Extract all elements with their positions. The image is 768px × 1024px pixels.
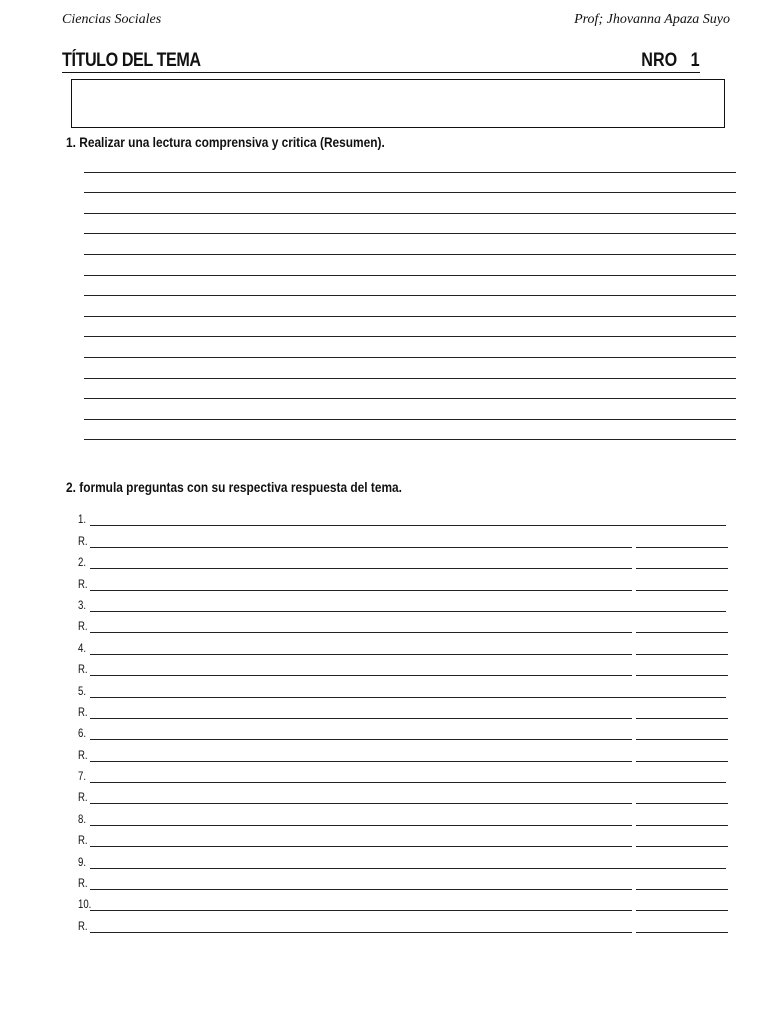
qa-answer-line-extension[interactable] <box>636 761 728 762</box>
qa-row-label: 10. <box>78 897 92 912</box>
qa-answer-line[interactable] <box>90 525 726 526</box>
writing-line[interactable] <box>84 399 736 420</box>
qa-row-label: 8. <box>78 811 87 826</box>
qa-answer-line-extension[interactable] <box>636 547 728 548</box>
writing-line[interactable] <box>84 337 736 358</box>
writing-line[interactable] <box>84 420 736 441</box>
qa-answer-line-extension[interactable] <box>636 654 728 655</box>
qa-answer-line[interactable] <box>90 675 632 676</box>
qa-answer-line[interactable] <box>90 932 632 933</box>
qa-row <box>78 571 728 592</box>
qa-row-label: 4. <box>78 640 87 655</box>
topic-title-label: TÍTULO DEL TEMA <box>62 50 201 71</box>
qa-answer-line-extension[interactable] <box>636 632 728 633</box>
qa-answer-line-extension[interactable] <box>636 846 728 847</box>
qa-row-label: 2. <box>78 555 87 570</box>
qa-answer-line-extension[interactable] <box>636 739 728 740</box>
qa-row-label: R. <box>78 747 88 762</box>
writing-line[interactable] <box>84 296 736 317</box>
qa-row-label: R. <box>78 918 88 933</box>
qa-row <box>78 742 728 763</box>
qa-row-label: 7. <box>78 769 87 784</box>
qa-answer-line-extension[interactable] <box>636 718 728 719</box>
writing-line[interactable] <box>84 234 736 255</box>
subject-header: Ciencias Sociales <box>62 12 162 27</box>
writing-line[interactable] <box>84 173 736 194</box>
qa-row <box>78 614 728 635</box>
section-2-heading: 2. formula preguntas con su respectiva respuesta del tema. <box>66 479 402 495</box>
qa-row-label: R. <box>78 533 88 548</box>
qa-answer-line[interactable] <box>90 825 632 826</box>
qa-answer-line[interactable] <box>90 889 632 890</box>
qa-answer-line[interactable] <box>90 590 632 591</box>
qa-row-label: R. <box>78 833 88 848</box>
qa-answer-line[interactable] <box>90 568 632 569</box>
qa-answer-line-extension[interactable] <box>636 825 728 826</box>
qa-row <box>78 871 728 892</box>
writing-line[interactable] <box>84 379 736 400</box>
qa-row-label: 6. <box>78 726 87 741</box>
qa-row-label: R. <box>78 662 88 677</box>
qa-row-label: 1. <box>78 512 87 527</box>
qa-answer-line[interactable] <box>90 761 632 762</box>
qa-answer-line-extension[interactable] <box>636 590 728 591</box>
question-answer-list[interactable] <box>78 507 728 935</box>
qa-row <box>78 806 728 827</box>
qa-answer-line-extension[interactable] <box>636 889 728 890</box>
qa-row <box>78 657 728 678</box>
qa-answer-line-extension[interactable] <box>636 568 728 569</box>
qa-answer-line[interactable] <box>90 632 632 633</box>
qa-answer-line-extension[interactable] <box>636 910 728 911</box>
qa-answer-line[interactable] <box>90 654 632 655</box>
qa-answer-line[interactable] <box>90 782 726 783</box>
qa-row <box>78 764 728 785</box>
topic-title-box[interactable] <box>71 79 725 128</box>
writing-line[interactable] <box>84 193 736 214</box>
writing-line[interactable] <box>84 317 736 338</box>
qa-answer-line-extension[interactable] <box>636 675 728 676</box>
qa-row <box>78 785 728 806</box>
qa-row <box>78 913 728 934</box>
teacher-header: Prof; Jhovanna Apaza Suyo <box>574 12 730 27</box>
qa-row <box>78 550 728 571</box>
qa-answer-line-extension[interactable] <box>636 803 728 804</box>
qa-answer-line[interactable] <box>90 697 726 698</box>
qa-answer-line[interactable] <box>90 910 632 911</box>
qa-row <box>78 892 728 913</box>
section-1-heading: 1. Realizar una lectura comprensiva y critica (Resumen). <box>66 134 385 150</box>
qa-answer-line[interactable] <box>90 868 726 869</box>
qa-row <box>78 849 728 870</box>
qa-row-label: R. <box>78 619 88 634</box>
qa-row <box>78 828 728 849</box>
qa-answer-line[interactable] <box>90 611 726 612</box>
qa-answer-line[interactable] <box>90 846 632 847</box>
qa-row-label: R. <box>78 790 88 805</box>
qa-row-label: R. <box>78 876 88 891</box>
qa-row-label: R. <box>78 704 88 719</box>
qa-row <box>78 678 728 699</box>
qa-row-label: 3. <box>78 597 87 612</box>
qa-answer-line-extension[interactable] <box>636 932 728 933</box>
qa-row-label: 5. <box>78 683 87 698</box>
qa-row-label: 9. <box>78 854 87 869</box>
qa-row <box>78 721 728 742</box>
writing-line[interactable] <box>84 276 736 297</box>
qa-answer-line[interactable] <box>90 803 632 804</box>
qa-answer-line[interactable] <box>90 718 632 719</box>
qa-row <box>78 700 728 721</box>
qa-row <box>78 507 728 528</box>
number-label: NRO 1 <box>641 50 700 71</box>
qa-answer-line[interactable] <box>90 547 632 548</box>
summary-writing-lines[interactable] <box>84 152 736 440</box>
qa-row <box>78 635 728 656</box>
writing-line[interactable] <box>84 255 736 276</box>
qa-row <box>78 528 728 549</box>
title-row <box>62 50 700 73</box>
writing-line[interactable] <box>84 358 736 379</box>
qa-row <box>78 593 728 614</box>
qa-row-label: R. <box>78 576 88 591</box>
writing-line[interactable] <box>84 214 736 235</box>
writing-line[interactable] <box>84 152 736 173</box>
qa-answer-line[interactable] <box>90 739 632 740</box>
